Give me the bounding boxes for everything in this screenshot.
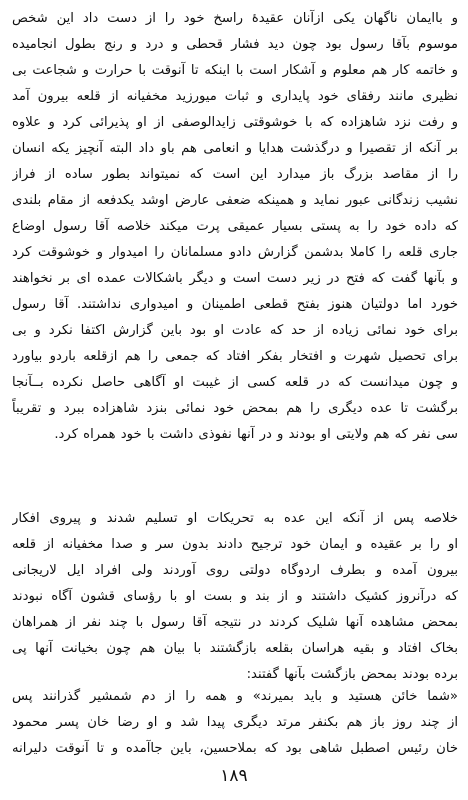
text-line: و خاتمه کار هم معلوم و آشکار است با اینکه تا آنوقت با حرارت و شجاعت بی [12, 63, 458, 78]
text-line: و رفت نزد شاهزاده که با خوشوقتی زایدالوصفی از او پذیرائی کرد و علاوه [12, 115, 458, 130]
text-line: برده بودند بمحض بازگشت بآنها گفتند: [246, 667, 458, 682]
text-line: بمحض مشاهده آنها شلیک کردند در نتیجه آقا رسول با چند نفر از همراهان [12, 615, 458, 630]
text-line: برای تحصیل شهرت و افتخار بفکر افتاد که جمعی را هم ازقلعه باردو بیاورد [12, 349, 458, 364]
text-line: جاری قلعه را کاملا بدشمن گزارش دادو مسلمانان را امیدوار و خوشوقت کرد [12, 245, 458, 260]
text-line: و باایمان ناگهان یکی ازآنان عقیدهٔ راسخ خود را از دست داد این شخص [12, 11, 458, 26]
text-line: را از مقاصد بزرگ باز میدارد این است که نمیتواند بطور ساده از فراز [12, 167, 458, 182]
text-line: و چون میدانست که در قلعه کسی از غیبت او آگاهی حاصل نکرده بــآنجا [12, 375, 458, 390]
paragraph-1 [12, 6, 458, 448]
text-line: موسوم بآقا رسول بود چون دید فشار قحطی و درد و رنج بطول انجامیده [12, 37, 458, 52]
text-line: «شما خائن هستید و باید بمیرند» و همه را از دم شمشیر گذرانند پس [12, 689, 458, 704]
text-line: خورد اما دولتیان هنوز بفتح قطعی اطمینان و امیدواری نداشتند. آقا رسول [12, 297, 458, 312]
text-line: بر آنکه از تقصیرا و درگذشت هدایا و انعامی هم باو داد البته آنچیز یکه انسان [12, 141, 458, 156]
paragraph-3 [12, 684, 458, 762]
text-line: برای خود نمائی زیاده از حد که عادت او بود باین گزارش اکتفا نکرد و بی [12, 323, 458, 338]
text-line: خلاصه پس از آنکه این عده به تحریکات او تسلیم شدند و پیروی افکار [12, 511, 458, 526]
text-line: بیرون آمده و بطرف اردوگاه دولتی روی آوردند ولی افراد ایل لاریجانی [12, 563, 458, 578]
paragraph-2 [12, 506, 458, 688]
text-line: خان رئیس اصطبل شاهی بود که بملاحسین، باین جاآمده و تا آنوقت دلیرانه [12, 741, 458, 756]
text-line: که درآنروز کشیک داشتند و از بند و بست او با رؤسای قشون آگاه نبودند [12, 589, 458, 604]
text-line: نشیب زندگانی عبور نماید و همینکه ضعفی عارض اوشد یکدفعه از مقام بلندی [12, 193, 458, 208]
text-line: از چند روز باز هم بکنفر مرتد دیگری پیدا شد و او رضا خان پسر محمود [12, 715, 458, 730]
text-line: سی نفر که هم ولایتی او بودند و در آنها نفوذی داشت با خود همراه کرد. [54, 427, 458, 442]
text-line: که داده خود را به پستی بسیار عمیقی پرت میکند خلاصه آقا رسول اوضاع [12, 219, 458, 234]
text-line: برگشت تا عده دیگری را هم بمحض خود نمائی بنزد شاهزاده ببرد و تقریباً [12, 401, 458, 416]
text-line: و بآنها گفت که فتح در زیر دست است و دیگر باشکالات عمده ای بر نخواهند [12, 271, 458, 286]
page-number: ۱۸۹ [220, 766, 248, 786]
text-line: بخاک افتاد و بقیه هراسان بقلعه بازگشتند با بیان هم چون بخیانت آنها پی [12, 641, 458, 656]
text-line: او را بر عقیده و ایمان خود ترجیح دادند بدون سر و صدا مخفیانه از قلعه [12, 537, 458, 552]
text-line: نظیری مانند رفقای خود پایداری و ثبات میورزید مخفیانه از قلعه بیرون آمد [12, 89, 458, 104]
